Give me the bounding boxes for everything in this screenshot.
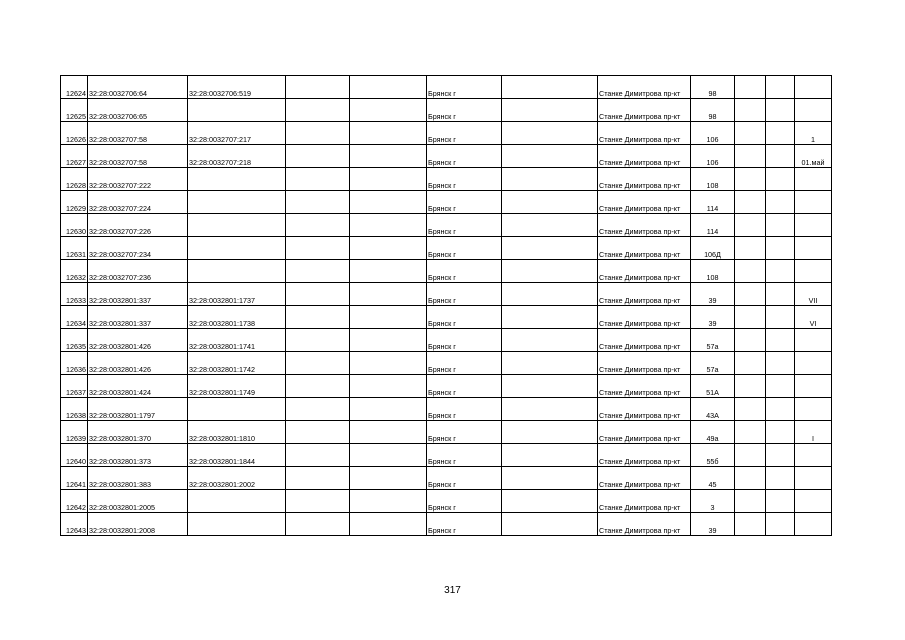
- house-number-cell: 43А: [691, 398, 735, 421]
- premises-cadastral-number-cell: [188, 513, 286, 536]
- empty-cell: [735, 122, 766, 145]
- cadastral-number-cell: 32:28:0032801:426: [88, 329, 188, 352]
- empty-cell: [766, 398, 795, 421]
- cadastral-number-cell: 32:28:0032801:373: [88, 444, 188, 467]
- row-number-cell: 12626: [61, 122, 88, 145]
- premises-cadastral-number-cell: 32:28:0032801:1844: [188, 444, 286, 467]
- empty-cell: [502, 467, 598, 490]
- row-number-cell: 12630: [61, 214, 88, 237]
- house-number-cell: 57а: [691, 329, 735, 352]
- building-letter-cell: [795, 444, 832, 467]
- empty-cell: [286, 191, 350, 214]
- empty-cell: [350, 283, 427, 306]
- row-number-cell: 12641: [61, 467, 88, 490]
- house-number-cell: 98: [691, 99, 735, 122]
- street-cell: Станке Димитрова пр-кт: [598, 283, 691, 306]
- street-cell: Станке Димитрова пр-кт: [598, 191, 691, 214]
- building-letter-cell: [795, 490, 832, 513]
- cadastral-number-cell: 32:28:0032707:58: [88, 145, 188, 168]
- city-cell: Брянск г: [427, 306, 502, 329]
- table-row: [61, 329, 832, 352]
- empty-cell: [766, 306, 795, 329]
- empty-cell: [735, 513, 766, 536]
- table-row: [61, 191, 832, 214]
- empty-cell: [350, 306, 427, 329]
- premises-cadastral-number-cell: 32:28:0032707:217: [188, 122, 286, 145]
- building-letter-cell: [795, 76, 832, 99]
- street-cell: Станке Димитрова пр-кт: [598, 329, 691, 352]
- city-cell: Брянск г: [427, 513, 502, 536]
- empty-cell: [735, 145, 766, 168]
- house-number-cell: 98: [691, 76, 735, 99]
- street-cell: Станке Димитрова пр-кт: [598, 306, 691, 329]
- premises-cadastral-number-cell: 32:28:0032706:519: [188, 76, 286, 99]
- street-cell: Станке Димитрова пр-кт: [598, 375, 691, 398]
- city-cell: Брянск г: [427, 237, 502, 260]
- building-letter-cell: [795, 398, 832, 421]
- empty-cell: [735, 99, 766, 122]
- empty-cell: [735, 398, 766, 421]
- building-letter-cell: [795, 467, 832, 490]
- building-letter-cell: [795, 260, 832, 283]
- building-letter-cell: VI: [795, 306, 832, 329]
- empty-cell: [502, 145, 598, 168]
- empty-cell: [766, 444, 795, 467]
- empty-cell: [735, 260, 766, 283]
- empty-cell: [735, 490, 766, 513]
- empty-cell: [350, 214, 427, 237]
- empty-cell: [502, 329, 598, 352]
- empty-cell: [350, 145, 427, 168]
- street-cell: Станке Димитрова пр-кт: [598, 168, 691, 191]
- house-number-cell: 39: [691, 283, 735, 306]
- house-number-cell: 49а: [691, 421, 735, 444]
- row-number-cell: 12638: [61, 398, 88, 421]
- empty-cell: [502, 76, 598, 99]
- empty-cell: [286, 398, 350, 421]
- premises-cadastral-number-cell: 32:28:0032801:1741: [188, 329, 286, 352]
- city-cell: Брянск г: [427, 260, 502, 283]
- cadastral-number-cell: 32:28:0032801:383: [88, 467, 188, 490]
- empty-cell: [735, 421, 766, 444]
- cadastral-number-cell: 32:28:0032801:2008: [88, 513, 188, 536]
- premises-cadastral-number-cell: 32:28:0032707:218: [188, 145, 286, 168]
- table-row: [61, 306, 832, 329]
- empty-cell: [350, 421, 427, 444]
- empty-cell: [286, 214, 350, 237]
- empty-cell: [502, 168, 598, 191]
- building-letter-cell: [795, 168, 832, 191]
- empty-cell: [286, 444, 350, 467]
- cadastral-number-cell: 32:28:0032707:236: [88, 260, 188, 283]
- cadastral-number-cell: 32:28:0032707:226: [88, 214, 188, 237]
- city-cell: Брянск г: [427, 490, 502, 513]
- city-cell: Брянск г: [427, 99, 502, 122]
- empty-cell: [286, 329, 350, 352]
- premises-cadastral-number-cell: 32:28:0032801:1737: [188, 283, 286, 306]
- empty-cell: [286, 76, 350, 99]
- city-cell: Брянск г: [427, 145, 502, 168]
- house-number-cell: 55б: [691, 444, 735, 467]
- house-number-cell: 57а: [691, 352, 735, 375]
- table-row: [61, 122, 832, 145]
- empty-cell: [350, 122, 427, 145]
- empty-cell: [766, 513, 795, 536]
- street-cell: Станке Димитрова пр-кт: [598, 122, 691, 145]
- city-cell: Брянск г: [427, 122, 502, 145]
- empty-cell: [502, 513, 598, 536]
- empty-cell: [286, 122, 350, 145]
- empty-cell: [286, 145, 350, 168]
- empty-cell: [350, 352, 427, 375]
- registry-table: [60, 75, 832, 536]
- cadastral-number-cell: 32:28:0032801:1797: [88, 398, 188, 421]
- table-row: [61, 260, 832, 283]
- cadastral-number-cell: 32:28:0032706:64: [88, 76, 188, 99]
- empty-cell: [286, 467, 350, 490]
- empty-cell: [286, 168, 350, 191]
- empty-cell: [735, 329, 766, 352]
- building-letter-cell: 1: [795, 122, 832, 145]
- row-number-cell: 12643: [61, 513, 88, 536]
- empty-cell: [766, 99, 795, 122]
- empty-cell: [286, 375, 350, 398]
- row-number-cell: 12631: [61, 237, 88, 260]
- empty-cell: [350, 490, 427, 513]
- cadastral-number-cell: 32:28:0032707:234: [88, 237, 188, 260]
- empty-cell: [766, 352, 795, 375]
- building-letter-cell: 01.май: [795, 145, 832, 168]
- house-number-cell: 114: [691, 214, 735, 237]
- empty-cell: [350, 398, 427, 421]
- premises-cadastral-number-cell: 32:28:0032801:1742: [188, 352, 286, 375]
- street-cell: Станке Димитрова пр-кт: [598, 467, 691, 490]
- street-cell: Станке Димитрова пр-кт: [598, 260, 691, 283]
- empty-cell: [350, 99, 427, 122]
- cadastral-number-cell: 32:28:0032707:224: [88, 191, 188, 214]
- empty-cell: [766, 375, 795, 398]
- house-number-cell: 3: [691, 490, 735, 513]
- empty-cell: [766, 214, 795, 237]
- building-letter-cell: [795, 375, 832, 398]
- empty-cell: [766, 122, 795, 145]
- empty-cell: [735, 214, 766, 237]
- street-cell: Станке Димитрова пр-кт: [598, 421, 691, 444]
- empty-cell: [502, 122, 598, 145]
- empty-cell: [350, 329, 427, 352]
- city-cell: Брянск г: [427, 375, 502, 398]
- empty-cell: [350, 260, 427, 283]
- empty-cell: [766, 168, 795, 191]
- row-number-cell: 12633: [61, 283, 88, 306]
- empty-cell: [502, 283, 598, 306]
- house-number-cell: 108: [691, 260, 735, 283]
- empty-cell: [350, 467, 427, 490]
- street-cell: Станке Димитрова пр-кт: [598, 490, 691, 513]
- cadastral-number-cell: 32:28:0032801:337: [88, 283, 188, 306]
- table-row: [61, 421, 832, 444]
- table-row: [61, 352, 832, 375]
- city-cell: Брянск г: [427, 352, 502, 375]
- street-cell: Станке Димитрова пр-кт: [598, 352, 691, 375]
- empty-cell: [502, 260, 598, 283]
- row-number-cell: 12624: [61, 76, 88, 99]
- building-letter-cell: [795, 329, 832, 352]
- building-letter-cell: [795, 214, 832, 237]
- empty-cell: [286, 490, 350, 513]
- empty-cell: [286, 283, 350, 306]
- row-number-cell: 12637: [61, 375, 88, 398]
- city-cell: Брянск г: [427, 76, 502, 99]
- city-cell: Брянск г: [427, 283, 502, 306]
- building-letter-cell: [795, 99, 832, 122]
- building-letter-cell: [795, 237, 832, 260]
- empty-cell: [502, 191, 598, 214]
- cadastral-number-cell: 32:28:0032801:337: [88, 306, 188, 329]
- premises-cadastral-number-cell: [188, 490, 286, 513]
- city-cell: Брянск г: [427, 421, 502, 444]
- row-number-cell: 12627: [61, 145, 88, 168]
- table-row: [61, 168, 832, 191]
- house-number-cell: 45: [691, 467, 735, 490]
- empty-cell: [286, 513, 350, 536]
- empty-cell: [766, 490, 795, 513]
- empty-cell: [502, 421, 598, 444]
- table-row: [61, 76, 832, 99]
- premises-cadastral-number-cell: [188, 99, 286, 122]
- city-cell: Брянск г: [427, 329, 502, 352]
- street-cell: Станке Димитрова пр-кт: [598, 76, 691, 99]
- house-number-cell: 106: [691, 145, 735, 168]
- empty-cell: [735, 76, 766, 99]
- city-cell: Брянск г: [427, 168, 502, 191]
- house-number-cell: 106: [691, 122, 735, 145]
- empty-cell: [350, 513, 427, 536]
- empty-cell: [735, 191, 766, 214]
- street-cell: Станке Димитрова пр-кт: [598, 145, 691, 168]
- empty-cell: [350, 237, 427, 260]
- premises-cadastral-number-cell: 32:28:0032801:1810: [188, 421, 286, 444]
- premises-cadastral-number-cell: 32:28:0032801:2002: [188, 467, 286, 490]
- row-number-cell: 12640: [61, 444, 88, 467]
- premises-cadastral-number-cell: [188, 214, 286, 237]
- empty-cell: [735, 467, 766, 490]
- premises-cadastral-number-cell: [188, 398, 286, 421]
- table-row: [61, 490, 832, 513]
- house-number-cell: 108: [691, 168, 735, 191]
- empty-cell: [766, 191, 795, 214]
- empty-cell: [502, 99, 598, 122]
- row-number-cell: 12636: [61, 352, 88, 375]
- premises-cadastral-number-cell: [188, 191, 286, 214]
- row-number-cell: 12628: [61, 168, 88, 191]
- house-number-cell: 39: [691, 513, 735, 536]
- house-number-cell: 114: [691, 191, 735, 214]
- empty-cell: [502, 444, 598, 467]
- premises-cadastral-number-cell: 32:28:0032801:1738: [188, 306, 286, 329]
- row-number-cell: 12634: [61, 306, 88, 329]
- empty-cell: [766, 76, 795, 99]
- street-cell: Станке Димитрова пр-кт: [598, 444, 691, 467]
- street-cell: Станке Димитрова пр-кт: [598, 99, 691, 122]
- row-number-cell: 12639: [61, 421, 88, 444]
- table-row: [61, 444, 832, 467]
- empty-cell: [735, 375, 766, 398]
- row-number-cell: 12635: [61, 329, 88, 352]
- city-cell: Брянск г: [427, 467, 502, 490]
- empty-cell: [502, 398, 598, 421]
- empty-cell: [286, 237, 350, 260]
- empty-cell: [350, 191, 427, 214]
- city-cell: Брянск г: [427, 444, 502, 467]
- building-letter-cell: VII: [795, 283, 832, 306]
- street-cell: Станке Димитрова пр-кт: [598, 237, 691, 260]
- cadastral-number-cell: 32:28:0032801:2005: [88, 490, 188, 513]
- table-row: [61, 375, 832, 398]
- empty-cell: [735, 444, 766, 467]
- row-number-cell: 12632: [61, 260, 88, 283]
- premises-cadastral-number-cell: [188, 168, 286, 191]
- city-cell: Брянск г: [427, 398, 502, 421]
- premises-cadastral-number-cell: 32:28:0032801:1749: [188, 375, 286, 398]
- table-row: [61, 237, 832, 260]
- table-row: [61, 398, 832, 421]
- empty-cell: [286, 421, 350, 444]
- empty-cell: [735, 237, 766, 260]
- city-cell: Брянск г: [427, 214, 502, 237]
- page-number: 317: [444, 585, 461, 596]
- cadastral-number-cell: 32:28:0032801:370: [88, 421, 188, 444]
- row-number-cell: 12625: [61, 99, 88, 122]
- empty-cell: [350, 444, 427, 467]
- empty-cell: [735, 283, 766, 306]
- empty-cell: [286, 260, 350, 283]
- empty-cell: [766, 145, 795, 168]
- empty-cell: [286, 352, 350, 375]
- empty-cell: [766, 260, 795, 283]
- empty-cell: [286, 99, 350, 122]
- cadastral-number-cell: 32:28:0032801:426: [88, 352, 188, 375]
- house-number-cell: 106Д: [691, 237, 735, 260]
- premises-cadastral-number-cell: [188, 260, 286, 283]
- building-letter-cell: I: [795, 421, 832, 444]
- street-cell: Станке Димитрова пр-кт: [598, 398, 691, 421]
- table-row: [61, 145, 832, 168]
- row-number-cell: 12642: [61, 490, 88, 513]
- house-number-cell: 51А: [691, 375, 735, 398]
- table-row: [61, 214, 832, 237]
- cadastral-number-cell: 32:28:0032707:222: [88, 168, 188, 191]
- empty-cell: [350, 76, 427, 99]
- empty-cell: [502, 306, 598, 329]
- table-body: [61, 76, 832, 536]
- empty-cell: [502, 352, 598, 375]
- table-row: [61, 513, 832, 536]
- empty-cell: [735, 306, 766, 329]
- building-letter-cell: [795, 191, 832, 214]
- premises-cadastral-number-cell: [188, 237, 286, 260]
- empty-cell: [502, 237, 598, 260]
- empty-cell: [766, 237, 795, 260]
- empty-cell: [350, 168, 427, 191]
- empty-cell: [502, 375, 598, 398]
- empty-cell: [502, 214, 598, 237]
- street-cell: Станке Димитрова пр-кт: [598, 214, 691, 237]
- building-letter-cell: [795, 513, 832, 536]
- empty-cell: [286, 306, 350, 329]
- empty-cell: [766, 421, 795, 444]
- empty-cell: [735, 352, 766, 375]
- table-row: [61, 467, 832, 490]
- empty-cell: [766, 283, 795, 306]
- cadastral-number-cell: 32:28:0032706:65: [88, 99, 188, 122]
- cadastral-number-cell: 32:28:0032801:424: [88, 375, 188, 398]
- row-number-cell: 12629: [61, 191, 88, 214]
- empty-cell: [350, 375, 427, 398]
- empty-cell: [766, 467, 795, 490]
- building-letter-cell: [795, 352, 832, 375]
- empty-cell: [735, 168, 766, 191]
- house-number-cell: 39: [691, 306, 735, 329]
- table-row: [61, 283, 832, 306]
- empty-cell: [502, 490, 598, 513]
- cadastral-number-cell: 32:28:0032707:58: [88, 122, 188, 145]
- empty-cell: [766, 329, 795, 352]
- table-row: [61, 99, 832, 122]
- street-cell: Станке Димитрова пр-кт: [598, 513, 691, 536]
- city-cell: Брянск г: [427, 191, 502, 214]
